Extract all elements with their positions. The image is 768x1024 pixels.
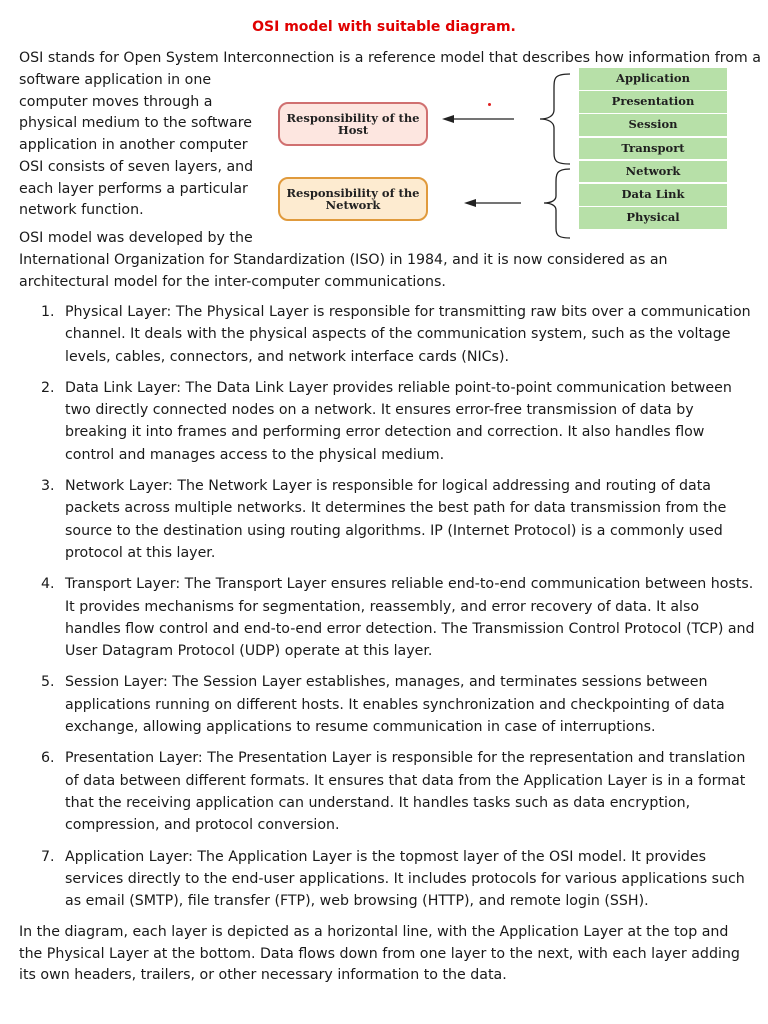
list-item [41,377,755,466]
layer-transport: Transport [579,138,727,160]
layer-network: Network [579,161,727,183]
list-item [41,846,755,913]
list-item [41,475,755,564]
network-brace [544,169,570,238]
list-item [41,671,755,738]
host-responsibility-box: Responsibility of the Host [278,102,428,146]
layer-data-link: Data Link [579,184,727,206]
osi-diagram [266,66,736,241]
layer-application: Application [579,68,727,90]
list-number: 6. [41,750,55,767]
layer-stack [579,68,727,229]
list-number: 2. [41,379,55,396]
development-paragraph-first-line: OSI model was developed by the [19,230,253,246]
list-number: 5. [41,674,55,691]
layers-list [41,301,755,921]
development-paragraph: International Organization for Standardization (ISO) in 1984, and it is now considered as an architectural model for the inter-computer communications. [19,252,668,290]
list-item [41,301,755,368]
host-arrow-head [442,115,454,123]
list-text: Network Layer: The Network Layer is responsible for logical addressing and routing of data packets across multiple networks. It determines the best path for data transmission from the source to the destination using routing algorithms. IP (Internet Protocol) is a commonly used protocol at this layer. [65,478,727,561]
list-number: 3. [41,478,55,495]
list-text: Session Layer: The Session Layer establishes, manages, and terminates sessions between applications running on different hosts. It enables synchronization and checkpointing of data exchange, allowing applications to resume communication in case of interruptions. [65,674,725,736]
list-number: 4. [41,576,55,593]
list-text: Physical Layer: The Physical Layer is responsible for transmitting raw bits over a communication channel. It deals with the physical aspects of the communication system, such as the voltage levels, cables, connectors, and network interface cards (NICs). [65,304,751,365]
intro-paragraph-first-line: OSI stands for Open System Interconnection is a reference model that describes how information from a [19,50,761,66]
intro-paragraph: software application in one computer moves through a physical medium to the software application in another computer OSI consists of seven layers, and each layer performs a particular network function. [19,72,254,219]
list-text: Application Layer: The Application Layer is the topmost layer of the OSI model. It provides services directly to the end-user applications. It includes protocols for various applications such as email (SMTP), file transfer (FTP), web browsing (HTTP), and remote login (SSH). [65,848,745,910]
page-title: OSI model with suitable diagram. [252,19,516,35]
network-arrow-head [464,199,476,207]
layer-presentation: Presentation [579,91,727,113]
list-text: Data Link Layer: The Data Link Layer provides reliable point-to-point communication between two directly connected nodes on a network. It ensures error-free transmission of data by breaking it into frames and performing error detection and correction. It also handles flow control and manages access to the physical medium. [65,379,732,463]
list-number: 1. [41,304,55,320]
list-number: 7. [41,848,55,865]
list-item [41,573,755,662]
layer-physical: Physical [579,207,727,229]
network-responsibility-box: Responsibility of the Network [278,177,428,221]
list-text: Transport Layer: The Transport Layer ensures reliable end-to-end communication between hosts. It provides mechanisms for segmentation, reassembly, and error recovery of data. It also handles flow control and end-to-end error detection. The Transmission Control Protocol (TCP) and User Datagram Protocol (UDP) operate at this layer. [65,576,755,660]
layer-session: Session [579,114,727,136]
closing-paragraph: In the diagram, each layer is depicted as a horizontal line, with the Application Layer at the top and the Physical Layer at the bottom. Data flows down from one layer to the next, with each layer adding its own headers, trailers, or other necessary information to the data. [19,924,740,984]
red-mark [488,103,491,106]
host-brace [540,74,570,164]
list-text: Presentation Layer: The Presentation Layer is responsible for the representation and translation of data between different formats. It ensures that data from the Application Layer is in a format that the receiving application can understand. It handles tasks such as data encryption, compression, and protocol conversion. [65,750,746,834]
list-item [41,747,755,836]
